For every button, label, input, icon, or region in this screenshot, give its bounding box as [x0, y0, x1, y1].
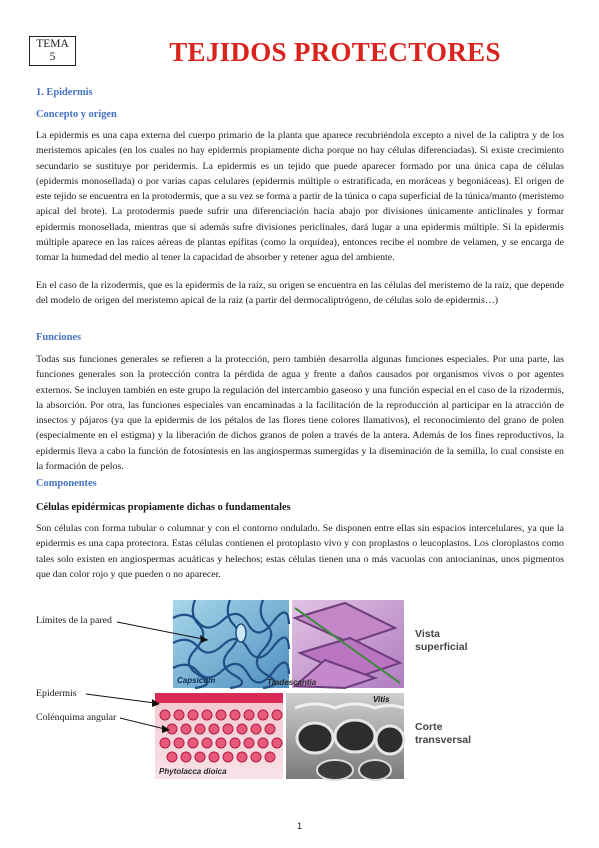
label-collenchyma: Colénquima angular — [36, 712, 117, 723]
paragraph-componentes: Son células con forma tubular o columnar y con el contorno ondulado. Se disponen entre ellas sin espacios intercelulares, ya que la epidermis es una capa protectora. Estas células contienen el protoplasto vivo y con proplastos o leucoplastos. Los cloroplastos como tales solo existen en angiospermas acuáticas y helechos; estas células tienen una o más vacuolas con antocianinas, unos pigmentos que dan color rojo y que pueden o no aparecer. — [36, 523, 564, 580]
page-title: TEJIDOS PROTECTORES — [169, 37, 501, 67]
paragraph-funciones: Todas sus funciones generales se refieren a la protección, pero también desarrolla algunas funciones especiales. Por una parte, las funciones generales son la protección contra la pérdida de agua y frente a daños causados por organismos vivos o por agentes externos. Se incluyen también en este grupo la regulación del intercambio gaseoso y una función especial en el caso de la rizodermis, la absorción. Por otra, las funciones especiales van encaminadas a la facilitación de la reproducción al participar en la atracción de insectos y pájaros (ya que la epidermis de los pétalos de las flores tiene colores llamativos), el reconocimiento del grano de polen (especialmente en el estigma) y la liberación de dichos granos de polen a través de la antera. Además de los fines reproductivos, la epidermis lleva a cabo la función de fotosíntesis en las angiospermas sumergidas y la diseminación de la semilla, lo cual consiste en la formación de pelos. — [36, 354, 564, 473]
section-heading-epidermis: 1. Epidermis — [36, 87, 93, 98]
label-surface-view: Vista superficial — [415, 628, 468, 653]
heading-funciones: Funciones — [36, 332, 82, 343]
caption-vitis: Vitis — [373, 695, 390, 704]
tema-number: 5 — [49, 51, 56, 63]
page-number: 1 — [296, 821, 303, 832]
heading-concepto: Concepto y origen — [36, 109, 117, 120]
paragraph-concepto-2: En el caso de la rizodermis, que es la epidermis de la raíz, su origen se encuentra en las células del meristemo de la raíz, que depende del modelo de origen del meristemo apical de la raíz (a partir del dermocaliptrógeno, de células solo de epidermis…) — [36, 280, 564, 307]
label-epidermis: Epidermis — [36, 688, 77, 699]
caption-capsicum: Capsicum — [177, 676, 216, 685]
caption-tradescantia: Tradescantia — [267, 678, 317, 687]
subheading-celulas: Células epidérmicas propiamente dichas o fundamentales — [36, 502, 291, 513]
heading-componentes: Componentes — [36, 478, 97, 489]
label-cross-section: Corte transversal — [415, 721, 472, 746]
label-wall-limits: Límites de la pared — [36, 615, 112, 626]
caption-phytolacca: Phytolacca dioica — [159, 767, 227, 776]
tema-label: TEMA — [36, 38, 69, 50]
paragraph-concepto-1: La epidermis es una capa externa del cuerpo primario de la planta que aparece recubriéndola excepto a nivel de la caliptra y de los meristemos apicales (en los cuales no hay epidermis propiamente dicha porque no hay células diferenciadas). Si existe crecimiento secundario se sustituye por peridermis. La epidermis es un tejido que puede aparecer formado por una única capa de células (epidermis monosellada) o por varias capas celulares (epidermis múltiple o estratificada, en moráceas y begoniáceas). El origen de este tejido se encuentra en la protodermis, que a su vez se forma a partir de la túnica o capa superficial de la túnica/manto (meristemo apical del brote). La protodermis puede sufrir una diferenciación hacia abajo por divisiones únicamente anticlinales y formar epidermis monosellada, mientras que si además sufre divisiones periclinales, dará lugar a una epidermis múltiple. Si la epidermis múltiple aparece en las raíces aéreas de plantas epífitas (como la orquídea), entonces recibe el nombre de velamen, y se encarga de tomar la humedad del medio al tener la capacidad de absorber y retener agua del ambiente. — [36, 130, 564, 264]
